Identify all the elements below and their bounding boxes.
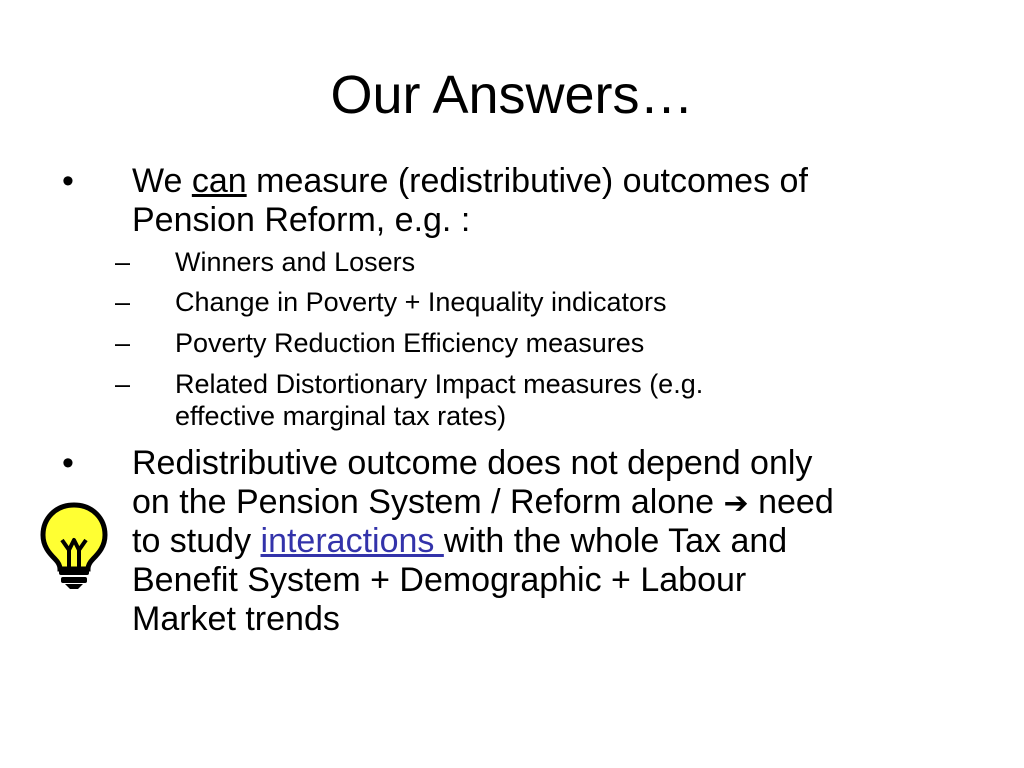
bullet-text-rest: measure (redistributive) outcomes of [246,162,808,200]
sub-mark: – [115,328,131,358]
bullet-line: Market trends [132,600,340,638]
bulb-glass [43,505,105,569]
emphasis-can: can [191,162,247,200]
interactions-link[interactable]: interactions [260,522,444,560]
sub-item-text: Poverty Reduction Efficiency measures [175,328,645,358]
bulb-base-ring [59,568,89,575]
sub-mark: – [115,287,131,317]
sub-item-text: Winners and Losers [175,247,416,277]
slide-title: Our Answers… [330,65,694,125]
bullet-text [132,444,834,639]
sub-mark: – [115,369,131,399]
bullet-mark: • [62,444,74,482]
sub-item-text [175,368,703,432]
bullet-line: Redistributive outcome does not depend only [132,444,813,482]
arrow-right-icon: ➔ [723,486,749,521]
sub-item-line: Related Distortionary Impact measures (e.g. [175,369,704,399]
bulb-tip [65,584,83,589]
bullet-line [132,162,808,201]
sub-item-text: Change in Poverty + Inequality indicators [175,287,667,317]
bullet-line [132,483,834,522]
bullet-text [132,162,808,240]
bullet-text-post: with the whole Tax and [443,522,788,560]
sub-mark: – [115,247,131,277]
bullet-text-pre: to study [132,522,261,560]
sub-item-line: effective marginal tax rates) [175,401,507,431]
bullet-mark: • [62,162,74,200]
bullet-text-post: need [748,483,834,521]
bullet-text-pre: We [132,162,192,200]
bullet-line [132,522,834,561]
bulb-base-ring [61,577,87,583]
lightbulb-icon [40,502,108,590]
bullet-text-pre: on the Pension System / Reform alone [132,483,724,521]
bullet-line: Pension Reform, e.g. : [132,201,471,239]
bullet-line: Benefit System + Demographic + Labour [132,561,747,599]
